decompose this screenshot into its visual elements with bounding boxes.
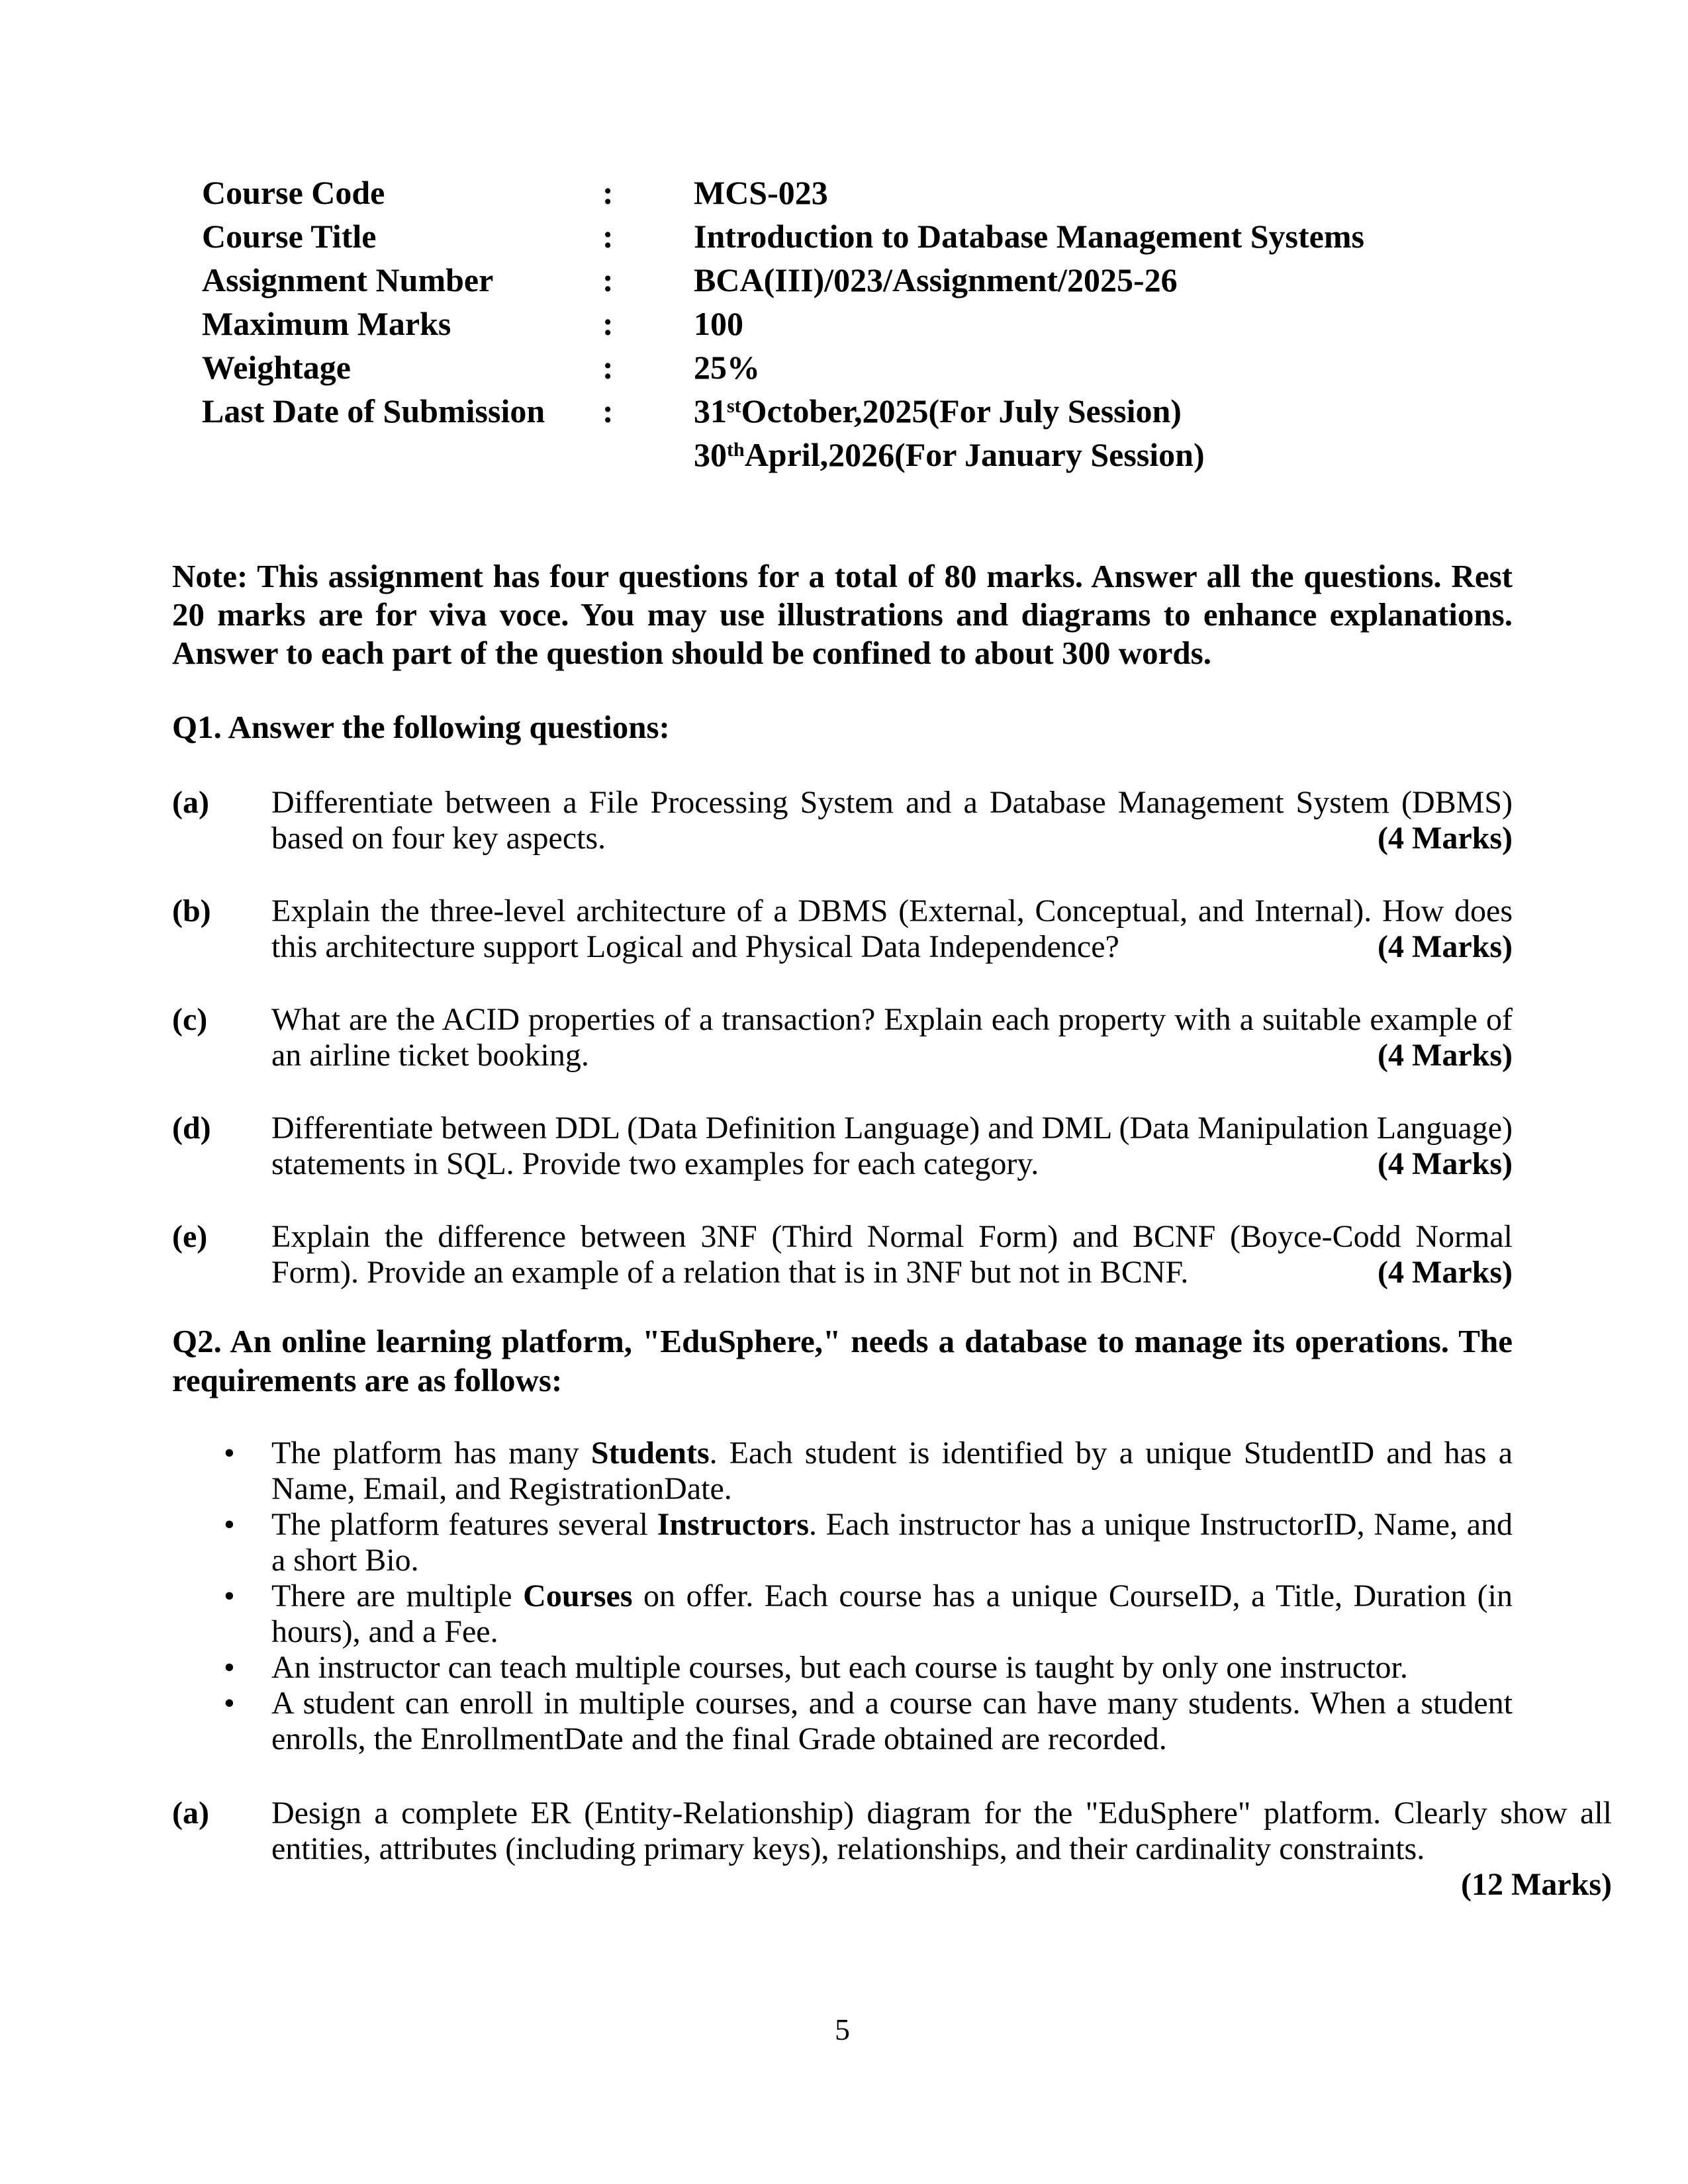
bullet-icon: • [224, 1507, 235, 1542]
item-marks: (12 Marks) [1461, 1867, 1612, 1902]
item-marks: (4 Marks) [1378, 1255, 1513, 1290]
item-text [271, 1796, 1612, 1867]
bullet-text [271, 1686, 1513, 1756]
item-text-content: Differentiate between a File Processing System and a Database Management System (DBMS) based on four key aspects. [271, 785, 1513, 856]
header-row-assignment-number [202, 258, 1513, 302]
note-paragraph: Note: This assignment has four questions for a total of 80 marks. Answer all the questions. Rest 20 marks are for viva voce. You may use illustrations and diagrams to enhance explanations. Answer to each part of the question should be confined to about 300 words. [172, 558, 1513, 671]
colon-separator: : [602, 349, 614, 386]
submission-date-july [694, 389, 1513, 433]
bullet-text-bold: Students [590, 1435, 710, 1471]
header-label: Course Code [202, 174, 385, 211]
colon-separator: : [602, 261, 614, 298]
item-text-content: Differentiate between DDL (Data Definition Language) and DML (Data Manipulation Language) statements in SQL. Provide two examples for each category. [271, 1111, 1513, 1181]
item-text-content: Explain the three-level architecture of a DBMS (External, Conceptual, and Internal). How does this architecture support Logical and Physical Data Independence? [271, 893, 1513, 964]
header-label: Maximum Marks [202, 305, 451, 342]
bullet-text-pre: An instructor can teach multiple courses, but each course is taught by only one instructor. [271, 1650, 1408, 1685]
bullet-icon: • [224, 1686, 235, 1721]
date-day: 31 [694, 392, 727, 430]
question-item-d [172, 1111, 1513, 1182]
list-item-instructor-teaches [172, 1650, 1513, 1686]
bullet-text [271, 1578, 1513, 1649]
list-item-students [172, 1435, 1513, 1507]
header-label: Weightage [202, 349, 351, 386]
header-value: 25% [694, 349, 760, 386]
header-label: Assignment Number [202, 261, 494, 298]
colon-separator: : [602, 392, 614, 430]
item-marks: (4 Marks) [1378, 1146, 1513, 1181]
colon-separator: : [602, 218, 614, 255]
item-text-content: Design a complete ER (Entity-Relationship) diagram for the "EduSphere" platform. Clearly show all entities, attributes (including primary keys), relationships, and their cardinality constraints. [271, 1796, 1612, 1866]
header-label: Last Date of Submission [202, 392, 545, 430]
item-marks: (4 Marks) [1378, 929, 1513, 964]
question-item-q2a [172, 1796, 1612, 1903]
item-marks: (4 Marks) [1378, 1038, 1513, 1073]
header-row-last-date [202, 389, 1513, 477]
bullet-icon: • [224, 1650, 235, 1685]
bullet-icon: • [224, 1578, 235, 1614]
item-text [271, 1219, 1513, 1291]
list-item-enrollment [172, 1686, 1513, 1757]
submission-date-january [694, 433, 1513, 477]
question-item-c [172, 1002, 1513, 1073]
item-text [271, 1002, 1513, 1073]
bullet-text-pre: The platform features several [271, 1507, 657, 1542]
question-item-b [172, 893, 1513, 965]
bullet-text [271, 1507, 1513, 1578]
date-rest: October,2025(For July Session) [741, 392, 1182, 430]
item-text-content: What are the ACID properties of a transaction? Explain each property with a suitable example of an airline ticket booking. [271, 1002, 1513, 1073]
question-item-a [172, 785, 1513, 856]
item-text [271, 785, 1513, 856]
item-label: (a) [172, 1796, 209, 1831]
header-value [694, 389, 1513, 477]
header-row-weightage [202, 345, 1513, 389]
colon-separator: : [602, 174, 614, 211]
bullet-text-post: . Each student is identified by a unique StudentID and has a Name, Email, and RegistrationDate. [271, 1435, 1513, 1506]
q2-heading: Q2. An online learning platform, "EduSphere," needs a database to manage its operations. The requirements are as follows: [172, 1323, 1513, 1398]
item-label: (a) [172, 785, 209, 820]
bullet-text-bold: Courses [523, 1578, 633, 1614]
list-item-instructors [172, 1507, 1513, 1578]
bullet-text [271, 1650, 1408, 1685]
assignment-header [202, 171, 1513, 477]
item-marks: (4 Marks) [1378, 821, 1513, 856]
date-day: 30 [694, 436, 727, 473]
question-item-e [172, 1219, 1513, 1291]
colon-separator: : [602, 305, 614, 342]
ordinal-superscript: th [727, 439, 745, 461]
q1-items [172, 785, 1513, 1328]
bullet-text-post: on offer. Each course has a unique CourseID, a Title, Duration (in hours), and a Fee. [271, 1578, 1513, 1649]
item-label: (d) [172, 1111, 211, 1146]
header-value: Introduction to Database Management Systems [694, 218, 1364, 255]
bullet-text-pre: A student can enroll in multiple courses, and a course can have many students. When a student enrolls, the EnrollmentDate and the final Grade obtained are recorded. [271, 1686, 1513, 1756]
header-row-maximum-marks [202, 302, 1513, 345]
header-row-course-code [202, 171, 1513, 214]
bullet-text-bold: Instructors [657, 1507, 810, 1542]
q1-heading: Q1. Answer the following questions: [172, 709, 670, 745]
page-number: 5 [835, 2013, 850, 2046]
header-value: 100 [694, 305, 743, 342]
item-label: (b) [172, 893, 211, 929]
bullet-text-pre: The platform has many [271, 1435, 591, 1471]
bullet-icon: • [224, 1435, 235, 1471]
bullet-text-post: . Each instructor has a unique InstructorID, Name, and a short Bio. [271, 1507, 1513, 1578]
date-rest: April,2026(For January Session) [744, 436, 1205, 473]
header-value: BCA(III)/023/Assignment/2025-26 [694, 261, 1178, 298]
list-item-courses [172, 1578, 1513, 1650]
header-label: Course Title [202, 218, 377, 255]
header-value: MCS-023 [694, 174, 828, 211]
item-text [271, 893, 1513, 965]
item-label: (c) [172, 1002, 208, 1037]
item-text [271, 1111, 1513, 1182]
requirements-list [172, 1435, 1513, 1757]
ordinal-superscript: st [727, 395, 741, 417]
bullet-text-pre: There are multiple [271, 1578, 524, 1614]
item-text-content: Explain the difference between 3NF (Third Normal Form) and BCNF (Boyce-Codd Normal Form). Provide an example of a relation that is in 3NF but not in BCNF. [271, 1219, 1513, 1290]
item-label: (e) [172, 1219, 208, 1254]
bullet-text [271, 1435, 1513, 1506]
header-row-course-title [202, 214, 1513, 258]
